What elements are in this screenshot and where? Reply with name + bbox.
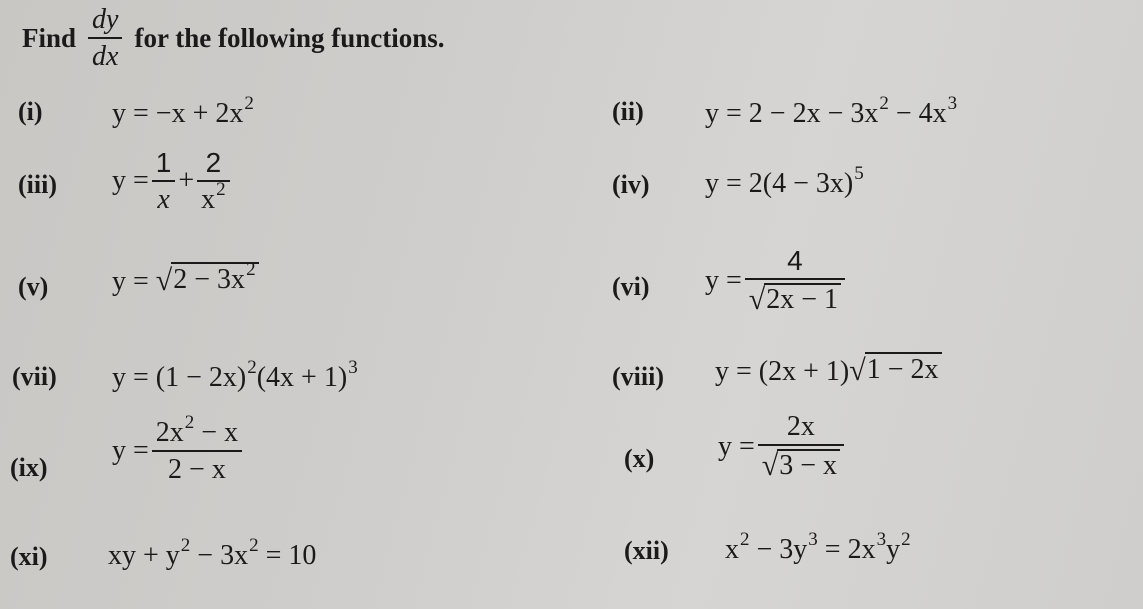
equation-xii-text-2: − 3y <box>749 534 808 565</box>
plus-sign: + <box>178 165 195 197</box>
equation-xii <box>725 529 911 566</box>
equation-iii <box>112 148 233 215</box>
denominator: 2 − x <box>168 454 226 486</box>
equation-v <box>112 259 259 298</box>
radicand: 1 − 2x <box>865 352 942 386</box>
numerator-text: 2x <box>155 417 184 448</box>
exponent: 2 <box>180 535 191 556</box>
equation-vii-text-2: (4x + 1) <box>256 362 348 393</box>
equation-viii-text: y = (2x + 1) <box>715 356 850 387</box>
fraction <box>758 412 844 481</box>
exponent: 2 <box>879 93 889 114</box>
equation-xii-text: x <box>725 534 739 565</box>
denominator-base: x <box>201 184 216 216</box>
derivative-fraction <box>88 5 122 72</box>
equation-iii-lhs: y = <box>112 165 149 197</box>
item-label-vi: (vi) <box>612 272 650 301</box>
numerator <box>152 412 242 448</box>
item-label-ix: (ix) <box>10 453 48 482</box>
exponent: 3 <box>348 357 358 378</box>
numerator: 4 <box>787 245 803 276</box>
exponent: 2 <box>901 529 911 550</box>
item-label-vii: (vii) <box>12 362 57 391</box>
numerator: 2 <box>205 147 222 178</box>
equation-vi-lhs: y = <box>705 264 742 296</box>
radical-sign: √ <box>849 354 866 387</box>
fraction-bar <box>88 37 122 39</box>
numerator: 2x <box>786 411 815 442</box>
item-label-xi: (xi) <box>10 542 48 571</box>
instruction-rest: for the following functions. <box>134 22 445 53</box>
equation-ii-text-2: − 4x <box>888 98 947 129</box>
denominator <box>197 179 230 216</box>
radicand: 2x − 1 <box>764 283 841 314</box>
exponent: 2 <box>244 93 254 114</box>
equation-xi <box>108 535 317 572</box>
fraction-2-over-x2 <box>197 148 230 215</box>
radical-sign: √ <box>748 282 766 316</box>
equation-vi <box>705 246 848 315</box>
derivative-denominator: dx <box>92 41 119 73</box>
exponent: 2 <box>216 179 226 201</box>
item-label-iii: (iii) <box>18 170 57 199</box>
fraction-1-over-x <box>152 148 176 215</box>
fraction-bar <box>758 444 844 446</box>
item-label-x: (x) <box>624 444 655 473</box>
exponent: 2 <box>249 535 259 556</box>
exponent: 2 <box>247 357 257 378</box>
radicand <box>171 259 258 296</box>
denominator <box>758 449 844 481</box>
square-root <box>762 449 840 480</box>
item-label-ii: (ii) <box>612 97 644 126</box>
derivative-numerator: dy <box>92 4 119 35</box>
radicand-text: 2 − 3x <box>173 264 246 295</box>
square-root <box>155 259 259 297</box>
item-label-v: (v) <box>18 272 49 301</box>
equation-xii-text-4: y <box>886 534 901 565</box>
fraction-bar <box>152 450 242 452</box>
fraction <box>152 412 242 486</box>
fraction-bar <box>745 278 845 280</box>
exponent: 3 <box>808 529 818 550</box>
equation-ix-lhs: y = <box>112 435 149 467</box>
equation-x <box>718 412 847 481</box>
numerator-text-2: − x <box>194 417 239 448</box>
radicand: 3 − x <box>777 449 840 480</box>
exponent: 2 <box>246 259 256 280</box>
equation-xi-text-2: − 3x <box>190 540 249 571</box>
equation-v-lhs: y = <box>112 266 149 297</box>
instruction <box>22 5 444 72</box>
equation-ii <box>705 93 958 130</box>
fraction <box>745 246 845 315</box>
exponent: 2 <box>740 529 750 550</box>
equation-xi-text-3: = 10 <box>258 540 317 571</box>
item-label-iv: (iv) <box>612 170 650 199</box>
equation-ii-text: y = 2 − 2x − 3x <box>705 98 879 129</box>
radical-sign: √ <box>155 264 173 297</box>
equation-iv-text: y = 2(4 − 3x) <box>705 168 854 199</box>
equation-xii-text-3: = 2x <box>817 534 876 565</box>
equation-i <box>112 93 254 130</box>
exponent: 2 <box>184 412 195 433</box>
item-label-xii: (xii) <box>624 536 669 565</box>
exponent: 3 <box>876 529 887 550</box>
equation-ix <box>112 412 245 486</box>
instruction-find: Find <box>22 22 77 53</box>
item-label-viii: (viii) <box>612 362 664 391</box>
square-root <box>849 352 941 386</box>
equation-viii <box>715 352 942 388</box>
exponent: 3 <box>947 93 958 114</box>
exponent: 5 <box>854 163 864 184</box>
fraction-bar <box>152 180 176 182</box>
equation-vii <box>112 357 358 394</box>
equation-xi-text: xy + y <box>108 540 180 571</box>
equation-x-lhs: y = <box>718 430 755 462</box>
equation-iv <box>705 163 864 200</box>
item-label-i: (i) <box>18 97 43 126</box>
square-root <box>749 283 841 314</box>
equation-i-text: y = −x + 2x <box>112 98 244 129</box>
radical-sign: √ <box>761 448 779 482</box>
numerator: 1 <box>155 147 172 178</box>
equation-vii-text: y = (1 − 2x) <box>112 362 247 393</box>
denominator <box>745 283 845 315</box>
denominator: x <box>157 184 170 216</box>
